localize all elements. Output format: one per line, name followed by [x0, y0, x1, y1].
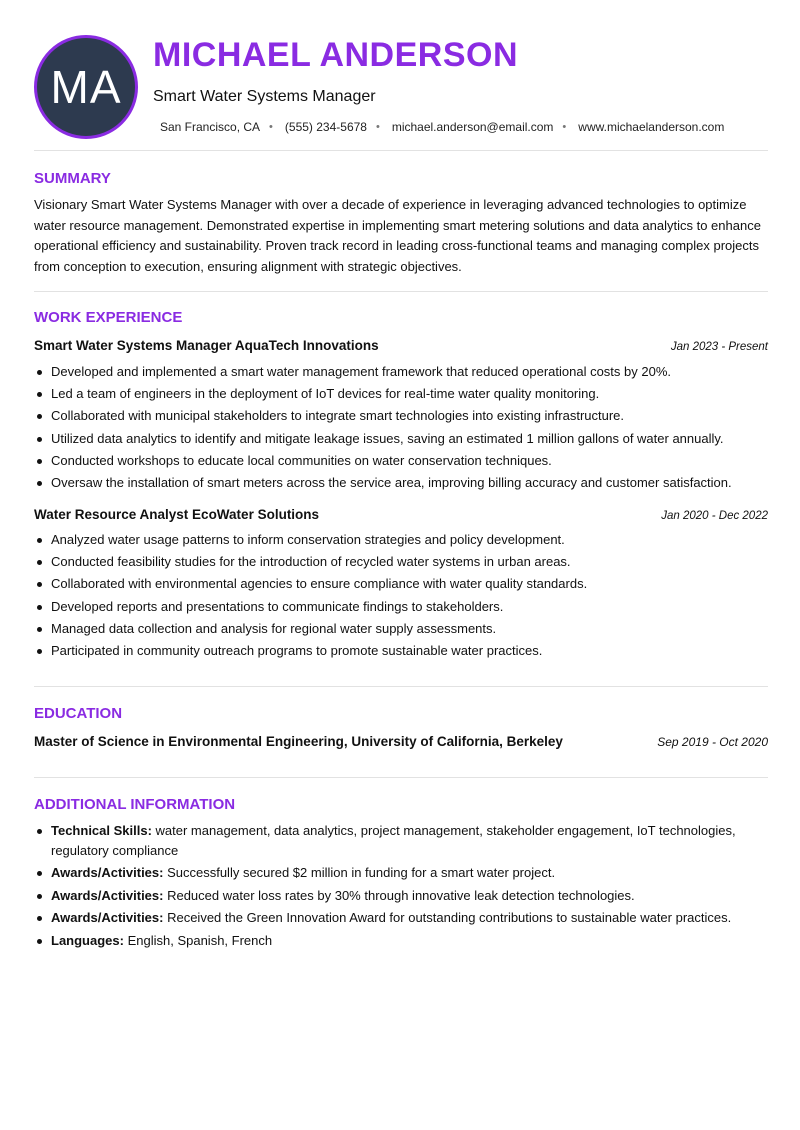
- list-item: [34, 821, 768, 860]
- info-text: Received the Green Innovation Award for outstanding contributions to sustainable water practices.: [163, 910, 732, 925]
- summary-heading: SUMMARY: [34, 170, 111, 187]
- list-item: [34, 908, 768, 928]
- resume-header: [34, 0, 768, 150]
- separator-dot: •: [269, 121, 273, 133]
- job-bullets: [34, 361, 768, 494]
- job-role: Water Resource Analyst EcoWater Solutions: [34, 507, 320, 522]
- list-item: Utilized data analytics to identify and mitigate leakage issues, saving an estimated 1 million gallons of water annually.: [34, 428, 768, 450]
- additional-information-heading: ADDITIONAL INFORMATION: [34, 796, 236, 813]
- additional-info-list: [34, 821, 768, 953]
- list-item: Conducted workshops to educate local communities on water conservation techniques.: [34, 450, 768, 472]
- list-item: Managed data collection and analysis for regional water supply assessments.: [34, 618, 768, 640]
- avatar-initials: MA: [50, 61, 122, 113]
- contact-line: [160, 120, 724, 134]
- info-label: Awards/Activities:: [51, 887, 164, 903]
- job-bullets: [34, 529, 768, 662]
- info-text: Successfully secured $2 million in funding for a smart water project.: [163, 865, 556, 880]
- avatar: [34, 35, 138, 139]
- resume-page: [34, 0, 768, 948]
- list-item: Oversaw the installation of smart meters across the service area, improving billing accuracy and customer satisfaction.: [34, 472, 768, 494]
- contact-website[interactable]: www.michaelanderson.com: [578, 120, 725, 134]
- list-item: [34, 931, 768, 951]
- list-item: [34, 863, 768, 883]
- candidate-name: MICHAEL ANDERSON: [153, 36, 519, 74]
- info-text: Reduced water loss rates by 30% through innovative leak detection technologies.: [163, 887, 635, 903]
- info-text: English, Spanish, French: [123, 932, 273, 948]
- separator-dot: •: [562, 121, 567, 133]
- job-dates: Jan 2020 - Dec 2022: [661, 510, 768, 522]
- list-item: Analyzed water usage patterns to inform conservation strategies and policy development.: [34, 529, 768, 551]
- education-entry: [34, 734, 768, 749]
- education-degree: Master of Science in Environmental Engineering, University of California, Berkeley: [34, 734, 563, 749]
- list-item: Collaborated with environmental agencies to ensure compliance with water quality standards.: [34, 573, 768, 595]
- candidate-title: Smart Water Systems Manager: [153, 88, 376, 105]
- list-item: [34, 886, 768, 906]
- job-header: [34, 507, 768, 522]
- job-role: Smart Water Systems Manager AquaTech Innovations: [34, 338, 379, 353]
- divider: [34, 686, 768, 687]
- work-experience-heading: WORK EXPERIENCE: [34, 309, 183, 326]
- info-text: water management, data analytics, project management, stakeholder engagement, IoT technologies, regulatory compliance: [51, 823, 736, 858]
- divider: [34, 777, 768, 778]
- info-label: Awards/Activities:: [51, 910, 164, 925]
- list-item: Conducted feasibility studies for the introduction of recycled water systems in urban areas.: [34, 551, 768, 573]
- separator-dot: •: [375, 121, 380, 133]
- job-dates: Jan 2023 - Present: [670, 341, 768, 353]
- list-item: Developed and implemented a smart water management framework that reduced operational costs by 20%.: [34, 361, 768, 383]
- contact-phone: (555) 234-5678: [284, 120, 367, 134]
- summary-text: Visionary Smart Water Systems Manager with over a decade of experience in leveraging advanced technologies to optimize water resource management. Demonstrated expertise in implementing smart metering solutions and data analytics to enhance operational efficiency and sustainability. Proven track record in leading cross-functional teams and managing complex projects from conception to execution, ensuring alignment with strategic objectives.: [34, 197, 761, 274]
- info-label: Awards/Activities:: [51, 865, 164, 880]
- list-item: Led a team of engineers in the deployment of IoT devices for real-time water quality monitoring.: [34, 383, 768, 405]
- divider: [34, 150, 768, 151]
- info-label: Languages:: [51, 932, 124, 948]
- education-dates: Sep 2019 - Oct 2020: [657, 735, 768, 749]
- info-label: Technical Skills:: [51, 823, 152, 838]
- job-header: [34, 338, 768, 353]
- contact-email[interactable]: michael.anderson@email.com: [391, 120, 554, 134]
- list-item: Participated in community outreach programs to promote sustainable water practices.: [34, 640, 768, 662]
- education-heading: EDUCATION: [34, 705, 123, 722]
- divider: [34, 291, 768, 292]
- contact-location: San Francisco, CA: [160, 120, 261, 134]
- list-item: Collaborated with municipal stakeholders to integrate smart technologies into existing infrastructure.: [34, 405, 768, 427]
- list-item: Developed reports and presentations to communicate findings to stakeholders.: [34, 596, 768, 618]
